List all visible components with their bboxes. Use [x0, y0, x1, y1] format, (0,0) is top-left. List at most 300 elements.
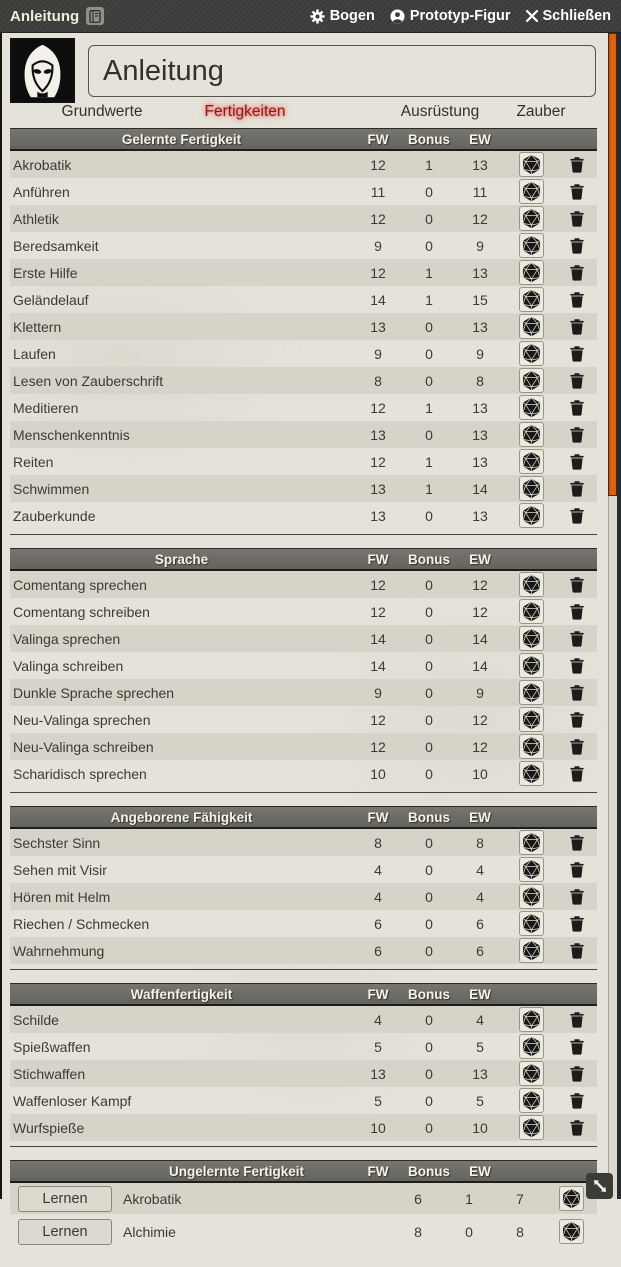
skill-row	[10, 598, 597, 625]
skill-fw: 12	[370, 399, 386, 416]
skill-section	[10, 1160, 597, 1254]
person-icon	[390, 9, 405, 24]
skill-fw: 9	[374, 237, 382, 254]
skill-bonus: 0	[425, 507, 433, 524]
trash-icon[interactable]	[570, 1012, 584, 1028]
col-bonus: Bonus	[408, 986, 450, 1002]
skill-fw: 13	[370, 318, 386, 335]
d20-die-icon	[521, 154, 542, 175]
trash-icon[interactable]	[570, 685, 584, 701]
skill-name: Meditieren	[13, 399, 79, 416]
d20-die-icon	[521, 763, 542, 784]
skill-fw: 6	[374, 915, 382, 932]
d20-die-icon	[521, 478, 542, 499]
skill-fw: 12	[370, 576, 386, 593]
skill-fw: 4	[374, 1011, 382, 1028]
character-name-input[interactable]	[88, 45, 596, 97]
trash-icon[interactable]	[570, 1093, 584, 1109]
skill-fw: 12	[370, 603, 386, 620]
skill-name: Akrobatik	[13, 156, 72, 173]
d20-die-icon	[521, 505, 542, 526]
skill-bonus: 0	[425, 1011, 433, 1028]
skill-ew: 15	[472, 291, 488, 308]
prototyp-figur-button[interactable]	[390, 8, 511, 24]
col-fw: FW	[367, 551, 389, 567]
skill-row	[10, 679, 597, 706]
skill-row	[10, 1216, 597, 1247]
trash-icon[interactable]	[570, 184, 584, 200]
trash-icon[interactable]	[570, 265, 584, 281]
skill-fw: 9	[374, 684, 382, 701]
scrollbar-thumb[interactable]	[608, 33, 617, 496]
roll-die-button[interactable]	[519, 599, 544, 624]
d20-die-icon	[521, 370, 542, 391]
skill-bonus: 0	[425, 237, 433, 254]
skill-ew: 10	[472, 765, 488, 782]
skill-fw: 6	[374, 942, 382, 959]
diagonal-resize-icon	[592, 1178, 608, 1194]
roll-die-button[interactable]	[519, 911, 544, 936]
hooded-figure-image	[12, 40, 73, 101]
skill-ew: 13	[472, 507, 488, 524]
skill-bonus: 1	[425, 156, 433, 173]
roll-die-button[interactable]	[519, 260, 544, 285]
skill-name: Athletik	[13, 210, 59, 227]
skill-ew: 12	[472, 738, 488, 755]
trash-icon[interactable]	[570, 1039, 584, 1055]
skill-bonus: 1	[425, 453, 433, 470]
col-fw: FW	[367, 809, 389, 825]
skill-row	[10, 1033, 597, 1060]
skill-fw: 9	[374, 345, 382, 362]
skill-fw: 8	[414, 1223, 422, 1240]
skill-ew: 13	[472, 1065, 488, 1082]
d20-die-icon	[521, 655, 542, 676]
skill-name: Sechster Sinn	[13, 834, 101, 851]
d20-die-icon	[521, 859, 542, 880]
prototyp-figur-label: Prototyp-Figur	[409, 8, 511, 24]
skill-ew: 13	[472, 453, 488, 470]
skill-fw: 4	[374, 861, 382, 878]
skill-name: Akrobatik	[123, 1190, 182, 1207]
skill-ew: 9	[476, 684, 484, 701]
roll-die-button[interactable]	[519, 206, 544, 231]
skill-name: Alchimie	[123, 1223, 176, 1240]
roll-die-button[interactable]	[519, 1061, 544, 1086]
skill-row	[10, 625, 597, 652]
skill-bonus: 0	[425, 942, 433, 959]
skill-fw: 12	[370, 210, 386, 227]
skill-fw: 12	[370, 711, 386, 728]
gear-icon	[310, 9, 325, 24]
resize-handle[interactable]	[586, 1173, 613, 1199]
skill-name: Scharidisch sprechen	[13, 765, 147, 782]
trash-icon[interactable]	[570, 373, 584, 389]
trash-icon[interactable]	[570, 481, 584, 497]
skill-fw: 11	[370, 183, 386, 200]
window-right-edge	[617, 33, 621, 1199]
d20-die-icon	[521, 451, 542, 472]
col-fw: FW	[367, 1163, 389, 1179]
skill-ew: 9	[476, 237, 484, 254]
skill-bonus: 1	[425, 264, 433, 281]
skill-ew: 8	[476, 372, 484, 389]
trash-icon[interactable]	[570, 238, 584, 254]
d20-die-icon	[521, 682, 542, 703]
skill-row	[10, 571, 597, 598]
d20-die-icon	[521, 397, 542, 418]
skill-ew: 13	[472, 426, 488, 443]
trash-icon[interactable]	[570, 658, 584, 674]
skill-fw: 12	[370, 738, 386, 755]
roll-die-button[interactable]	[519, 179, 544, 204]
skill-ew: 14	[472, 657, 488, 674]
skill-ew: 8	[516, 1223, 524, 1240]
skill-ew: 13	[472, 318, 488, 335]
d20-die-icon	[521, 316, 542, 337]
skill-row	[10, 1006, 597, 1033]
skill-row	[10, 733, 597, 760]
trash-icon[interactable]	[570, 157, 584, 173]
skill-row	[10, 760, 597, 787]
skill-bonus: 1	[465, 1190, 473, 1207]
skill-fw: 14	[370, 630, 386, 647]
skill-bonus: 0	[425, 576, 433, 593]
skill-name: Spießwaffen	[13, 1038, 91, 1055]
roll-die-button[interactable]	[519, 449, 544, 474]
skill-fw: 12	[370, 156, 386, 173]
skill-ew: 13	[472, 399, 488, 416]
section-header	[10, 983, 597, 1006]
skill-name: Riechen / Schmecken	[13, 915, 150, 932]
roll-die-button[interactable]	[519, 476, 544, 501]
roll-die-button[interactable]	[519, 314, 544, 339]
skill-ew: 7	[516, 1190, 524, 1207]
skill-bonus: 0	[425, 915, 433, 932]
skill-bonus: 0	[425, 765, 433, 782]
skill-name: Wurfspieße	[13, 1119, 85, 1136]
d20-die-icon	[521, 709, 542, 730]
skill-row	[10, 910, 597, 937]
skill-bonus: 0	[425, 1065, 433, 1082]
skill-ew: 14	[472, 630, 488, 647]
skill-name: Anführen	[13, 183, 70, 200]
skill-name: Dunkle Sprache sprechen	[13, 684, 175, 701]
section-title: Sprache	[154, 551, 209, 567]
skill-row	[10, 475, 597, 502]
trash-icon[interactable]	[570, 427, 584, 443]
skill-row	[10, 652, 597, 679]
d20-die-icon	[521, 1036, 542, 1057]
skill-section	[10, 548, 597, 793]
section-body	[10, 151, 597, 529]
col-ew: EW	[469, 986, 491, 1002]
skill-row	[10, 856, 597, 883]
skill-bonus: 0	[425, 738, 433, 755]
skill-ew: 4	[476, 861, 484, 878]
d20-die-icon	[521, 1063, 542, 1084]
roll-die-button[interactable]	[559, 1219, 584, 1244]
trash-icon[interactable]	[570, 454, 584, 470]
col-ew: EW	[469, 1163, 491, 1179]
skill-name: Reiten	[13, 453, 54, 470]
d20-die-icon	[521, 289, 542, 310]
skill-fw: 13	[370, 426, 386, 443]
roll-die-button[interactable]	[519, 422, 544, 447]
trash-icon[interactable]	[570, 862, 584, 878]
section-header	[10, 128, 597, 151]
tab-grundwerte[interactable]: Grundwerte	[61, 103, 143, 120]
skill-bonus: 0	[425, 1038, 433, 1055]
d20-die-icon	[521, 1090, 542, 1111]
skill-row	[10, 286, 597, 313]
skill-bonus: 0	[425, 183, 433, 200]
trash-icon[interactable]	[570, 346, 584, 362]
d20-die-icon	[521, 343, 542, 364]
skill-row	[10, 883, 597, 910]
d20-die-icon	[521, 181, 542, 202]
trash-icon[interactable]	[570, 1120, 584, 1136]
section-title: Angeborene Fähigkeit	[110, 809, 253, 825]
title-bar	[0, 0, 621, 33]
trash-icon[interactable]	[570, 400, 584, 416]
trash-icon[interactable]	[570, 943, 584, 959]
col-bonus: Bonus	[408, 131, 450, 147]
d20-die-icon	[521, 601, 542, 622]
roll-die-button[interactable]	[519, 884, 544, 909]
skill-bonus: 0	[425, 711, 433, 728]
skill-bonus: 0	[425, 372, 433, 389]
skill-section	[10, 806, 597, 970]
skill-fw: 14	[370, 291, 386, 308]
skill-bonus: 0	[425, 684, 433, 701]
trash-icon[interactable]	[570, 712, 584, 728]
trash-icon[interactable]	[570, 577, 584, 593]
skill-ew: 12	[472, 711, 488, 728]
skill-name: Valinga schreiben	[13, 657, 124, 674]
skill-name: Erste Hilfe	[13, 264, 78, 281]
skill-bonus: 0	[425, 888, 433, 905]
schliessen-label: Schließen	[542, 8, 611, 24]
bogen-button[interactable]	[310, 8, 375, 24]
trash-icon[interactable]	[570, 889, 584, 905]
trash-icon[interactable]	[570, 766, 584, 782]
skill-fw: 5	[374, 1092, 382, 1109]
skill-ew: 12	[472, 210, 488, 227]
schliessen-button[interactable]	[526, 8, 612, 24]
trash-icon[interactable]	[570, 916, 584, 932]
skill-fw: 10	[370, 765, 386, 782]
trash-icon[interactable]	[570, 835, 584, 851]
roll-die-button[interactable]	[519, 830, 544, 855]
skill-name: Schilde	[13, 1011, 59, 1028]
bogen-label: Bogen	[329, 8, 375, 24]
skill-fw: 14	[370, 657, 386, 674]
skill-ew: 11	[472, 183, 488, 200]
roll-die-button[interactable]	[519, 734, 544, 759]
skill-bonus: 0	[425, 834, 433, 851]
d20-die-icon	[521, 628, 542, 649]
roll-die-button[interactable]	[519, 503, 544, 528]
skill-section	[10, 983, 597, 1147]
skill-row	[10, 178, 597, 205]
skill-row	[10, 259, 597, 286]
skill-ew: 9	[476, 345, 484, 362]
skill-ew: 14	[472, 480, 488, 497]
roll-die-button[interactable]	[519, 680, 544, 705]
skill-row	[10, 1060, 597, 1087]
roll-die-button[interactable]	[519, 233, 544, 258]
skill-name: Waffenloser Kampf	[13, 1092, 132, 1109]
tab-fertigkeiten[interactable]: Fertigkeiten	[204, 103, 286, 120]
skill-row	[10, 205, 597, 232]
skill-row	[10, 1087, 597, 1114]
d20-die-icon	[521, 886, 542, 907]
skill-bonus: 1	[425, 399, 433, 416]
skill-ew: 6	[476, 942, 484, 959]
roll-die-button[interactable]	[519, 287, 544, 312]
roll-die-button[interactable]	[519, 1007, 544, 1032]
skill-name: Lesen von Zauberschrift	[13, 372, 164, 389]
skill-ew: 4	[476, 888, 484, 905]
skill-fw: 6	[414, 1190, 422, 1207]
roll-die-button[interactable]	[519, 395, 544, 420]
trash-icon[interactable]	[570, 604, 584, 620]
skill-bonus: 0	[425, 603, 433, 620]
skill-name: Laufen	[13, 345, 56, 362]
skill-row	[10, 706, 597, 733]
trash-icon[interactable]	[570, 631, 584, 647]
roll-die-button[interactable]	[519, 653, 544, 678]
skill-ew: 13	[472, 264, 488, 281]
roll-die-button[interactable]	[519, 626, 544, 651]
skill-name: Neu-Valinga schreiben	[13, 738, 154, 755]
skill-bonus: 0	[425, 318, 433, 335]
skill-row	[10, 937, 597, 964]
lernen-button[interactable]: Lernen	[18, 1186, 112, 1212]
lernen-button[interactable]: Lernen	[18, 1219, 112, 1245]
section-title: Waffenfertigkeit	[130, 986, 233, 1002]
skill-ew: 4	[476, 1011, 484, 1028]
skill-bonus: 0	[425, 426, 433, 443]
skill-row	[10, 502, 597, 529]
col-bonus: Bonus	[408, 809, 450, 825]
trash-icon[interactable]	[570, 319, 584, 335]
col-fw: FW	[367, 986, 389, 1002]
skill-ew: 8	[476, 834, 484, 851]
section-title: Gelernte Fertigkeit	[121, 131, 242, 147]
roll-die-button[interactable]	[519, 857, 544, 882]
skill-name: Hören mit Helm	[13, 888, 111, 905]
trash-icon[interactable]	[570, 1066, 584, 1082]
section-title: Ungelernte Fertigkeit	[168, 1163, 305, 1179]
skill-row	[10, 394, 597, 421]
section-header	[10, 806, 597, 829]
skill-name: Valinga sprechen	[13, 630, 121, 647]
avatar[interactable]	[10, 38, 75, 103]
skill-row	[10, 367, 597, 394]
skill-bonus: 1	[425, 480, 433, 497]
roll-die-button[interactable]	[519, 938, 544, 963]
roll-die-button[interactable]	[519, 152, 544, 177]
skill-fw: 10	[370, 1119, 386, 1136]
skill-name: Zauberkunde	[13, 507, 96, 524]
skill-row	[10, 421, 597, 448]
skill-fw: 12	[370, 264, 386, 281]
trash-icon[interactable]	[570, 508, 584, 524]
skill-ew: 6	[476, 915, 484, 932]
skill-ew: 5	[476, 1092, 484, 1109]
section-body	[10, 571, 597, 787]
trash-icon[interactable]	[570, 292, 584, 308]
skill-name: Beredsamkeit	[13, 237, 99, 254]
roll-die-button[interactable]	[519, 572, 544, 597]
skill-name: Klettern	[13, 318, 62, 335]
d20-die-icon	[521, 736, 542, 757]
skill-name: Comentang schreiben	[13, 603, 150, 620]
skill-name: Comentang sprechen	[13, 576, 147, 593]
roll-die-button[interactable]	[519, 707, 544, 732]
col-ew: EW	[469, 551, 491, 567]
trash-icon[interactable]	[570, 211, 584, 227]
skill-fw: 5	[374, 1038, 382, 1055]
d20-die-icon	[521, 574, 542, 595]
close-icon	[526, 10, 538, 22]
skill-ew: 13	[472, 156, 488, 173]
col-bonus: Bonus	[408, 551, 450, 567]
trash-icon[interactable]	[570, 739, 584, 755]
roll-die-button[interactable]	[519, 341, 544, 366]
tab-zauber[interactable]: Zauber	[516, 103, 566, 120]
col-fw: FW	[367, 131, 389, 147]
skill-bonus: 1	[425, 291, 433, 308]
skill-name: Neu-Valinga sprechen	[13, 711, 151, 728]
d20-die-icon	[521, 832, 542, 853]
skill-row	[10, 1114, 597, 1141]
skill-fw: 13	[370, 507, 386, 524]
skill-fw: 4	[374, 888, 382, 905]
skill-name: Schwimmen	[13, 480, 90, 497]
skill-name: Stichwaffen	[13, 1065, 86, 1082]
roll-die-button[interactable]	[519, 761, 544, 786]
skill-row	[10, 313, 597, 340]
d20-die-icon	[521, 1117, 542, 1138]
skill-bonus: 0	[425, 210, 433, 227]
skill-bonus: 0	[425, 345, 433, 362]
skill-bonus: 0	[465, 1223, 473, 1240]
roll-die-button[interactable]	[519, 1115, 544, 1140]
section-header	[10, 1160, 597, 1183]
skill-name: Sehen mit Visir	[13, 861, 107, 878]
section-body	[10, 829, 597, 964]
window-title: Anleitung	[10, 7, 80, 25]
tab-ausruestung[interactable]: Ausrüstung	[400, 103, 480, 120]
roll-die-button[interactable]	[519, 1034, 544, 1059]
skill-ew: 12	[472, 603, 488, 620]
skill-row	[10, 829, 597, 856]
skill-row	[10, 232, 597, 259]
skill-fw: 13	[370, 480, 386, 497]
d20-die-icon	[521, 235, 542, 256]
tab-bar	[0, 103, 621, 125]
roll-die-button[interactable]	[519, 368, 544, 393]
skill-fw: 8	[374, 372, 382, 389]
sheet-book-icon[interactable]	[86, 7, 104, 25]
roll-die-button[interactable]	[519, 1088, 544, 1113]
window-left-border	[0, 33, 2, 1199]
col-bonus: Bonus	[408, 1163, 450, 1179]
skill-ew: 10	[472, 1119, 488, 1136]
